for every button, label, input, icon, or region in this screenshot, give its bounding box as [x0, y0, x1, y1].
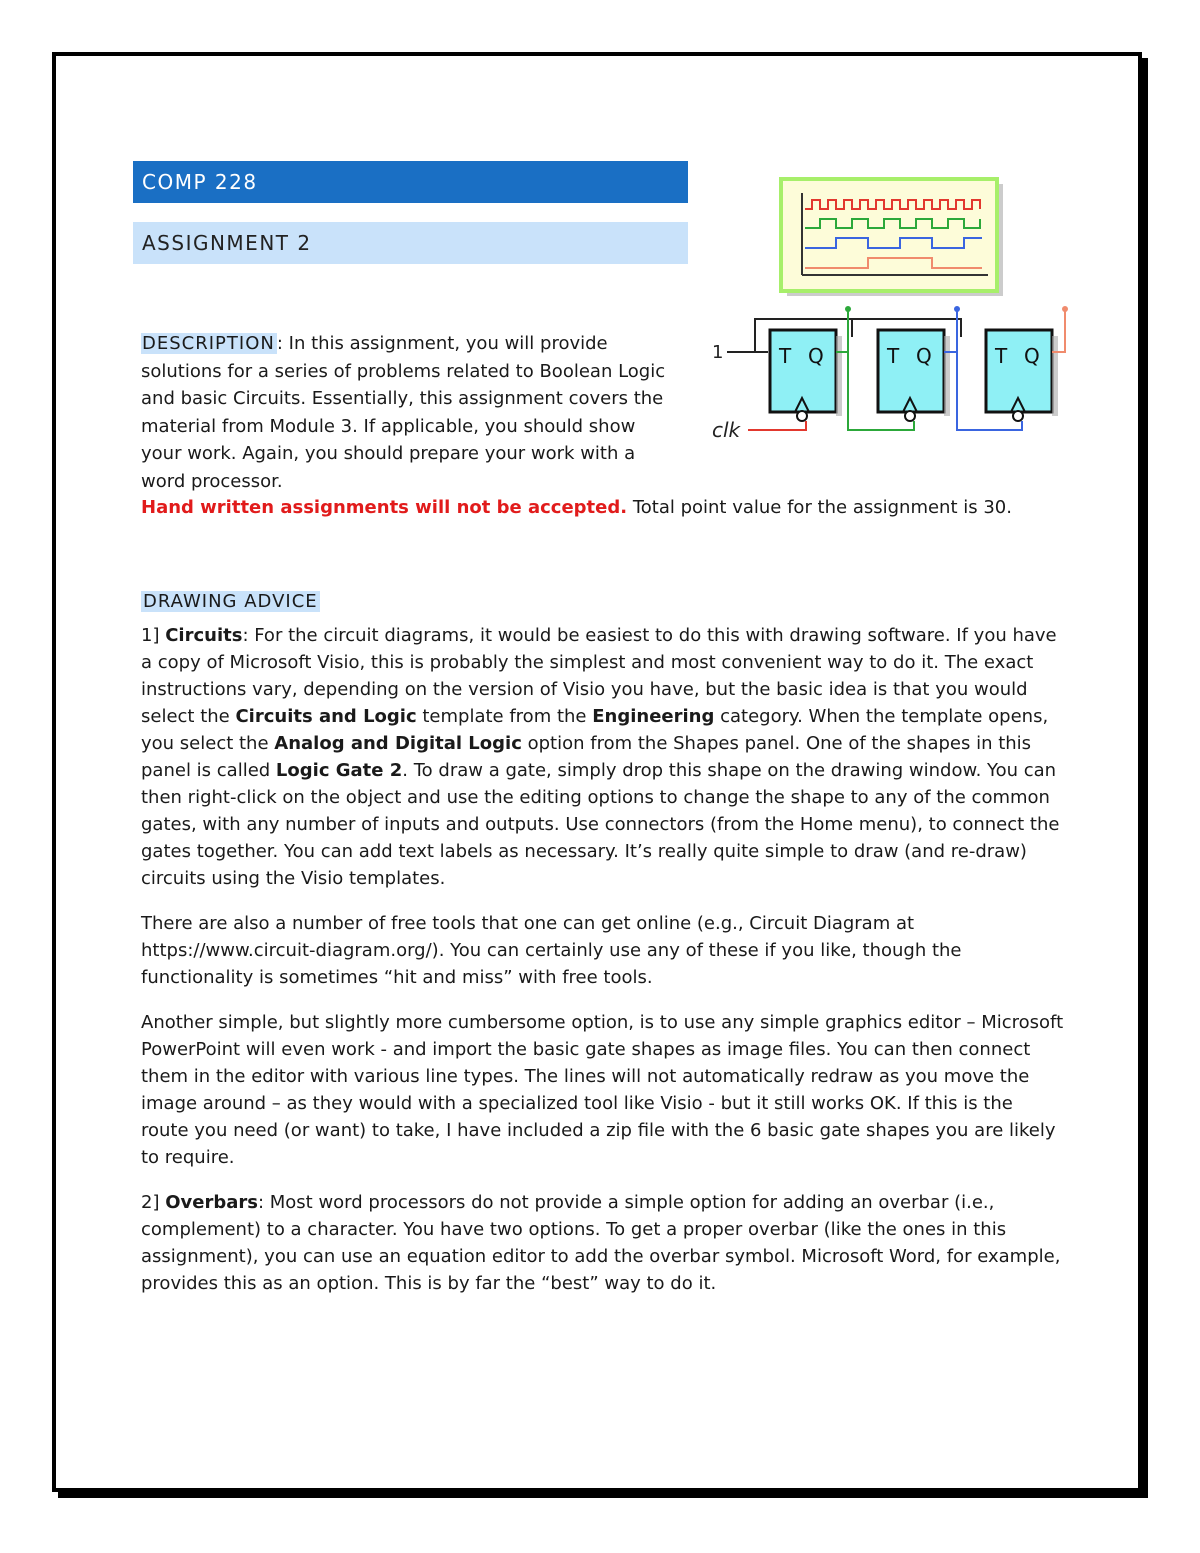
advice-p4-text: : Most word processors do not provide a simple option for adding an overbar (i.e., complement) to a character. You have two options. To get a proper overbar (like the ones in this assignment), you can use an equation editor to add the overbar symbol. Microsoft Word, for example, provides this as an option. This is by far the “best” way to do it. — [141, 1192, 1061, 1294]
advice-p1-f: . To draw a gate, simply drop this shape on the drawing window. You can then right-click on the object and use the editing options to change the shape to any of the common gates, with any number of inputs and outputs. Use connectors (from the Home menu), to connect the gates together. You can add text labels as necessary. It’s really quite simple to draw (and re-draw) circuits using the Visio templates. — [141, 760, 1060, 889]
advice-p4-prefix: 2] — [141, 1192, 166, 1213]
advice-circuits-paragraph — [141, 622, 1066, 892]
advice-p1-term: Circuits — [165, 625, 243, 646]
description-continuation — [141, 494, 1061, 522]
svg-text:T: T — [887, 344, 900, 368]
total-points-text: Total point value for the assignment is 30. — [627, 497, 1012, 518]
description-wrap — [141, 330, 671, 495]
advice-p1-b1: Circuits and Logic — [235, 706, 417, 727]
advice-p1-c: template from the — [416, 706, 593, 727]
assignment-banner: ASSIGNMENT 2 — [133, 222, 688, 264]
advice-p1-b3: Analog and Digital Logic — [274, 733, 522, 754]
clock-label: clk — [712, 418, 741, 442]
svg-text:Q: Q — [916, 344, 932, 368]
advice-p1-prefix: 1] — [141, 625, 166, 646]
advice-p1-b2: Engineering — [592, 706, 715, 727]
svg-text:Q: Q — [808, 344, 824, 368]
flipflop-3 — [986, 330, 1052, 421]
svg-text:T: T — [995, 344, 1008, 368]
warning-text: Hand written assignments will not be accepted. — [141, 497, 628, 518]
advice-heading-text: DRAWING ADVICE — [143, 591, 318, 612]
advice-p1-a: : For the circuit diagrams, it would be easiest to do this with drawing software. If you have a copy of Microsoft Visio, this is probably the simplest and most convenient way to do it. The exact instructions vary, depending on the version of Visio you have, but the basic idea is that you would select the — [141, 625, 1057, 727]
svg-text:Q: Q — [1024, 344, 1040, 368]
advice-p1-b4: Logic Gate 2 — [275, 760, 403, 781]
advice-overbars-paragraph — [141, 1189, 1066, 1297]
advice-free-tools-paragraph: There are also a number of free tools that one can get online (e.g., Circuit Diagram at https://www.circuit-diagram.org/). You can certainly use any of these if you like, though the functionality is sometimes “hit and miss” with free tools. — [141, 913, 962, 988]
input-label: 1 — [712, 342, 724, 363]
advice-p4-term: Overbars — [165, 1192, 258, 1213]
advice-p1-d: category. When the template opens, you select the — [141, 706, 1049, 754]
svg-text:T: T — [779, 344, 792, 368]
advice-p1-e: option from the Shapes panel. One of the shapes in this panel is called — [141, 733, 1032, 781]
description-text: : In this assignment, you will provide solutions for a series of problems related to Boolean Logic and basic Circuits. Essentially, this assignment covers the material from Module 3. If applicable, you should show your work. Again, you should prepare your work with a word processor. — [141, 333, 666, 492]
advice-heading — [141, 588, 1066, 615]
description-paragraph — [141, 330, 941, 495]
drawing-advice-section — [141, 588, 1066, 1315]
description-label: DESCRIPTION — [142, 333, 275, 354]
course-banner: COMP 228 — [133, 161, 688, 203]
advice-graphics-editor-paragraph: Another simple, but slightly more cumbersome option, is to use any simple graphics editor – Microsoft PowerPoint will even work - and import the basic gate shapes as image files. You can then connect them in the editor with various line types. The lines will not automatically redraw as you move the image around – as they would with a specialized tool like Visio - but it still works OK. If this is the route you need (or want) to take, I have included a zip file with the 6 basic gate shapes you are likely to require. — [141, 1012, 1064, 1168]
